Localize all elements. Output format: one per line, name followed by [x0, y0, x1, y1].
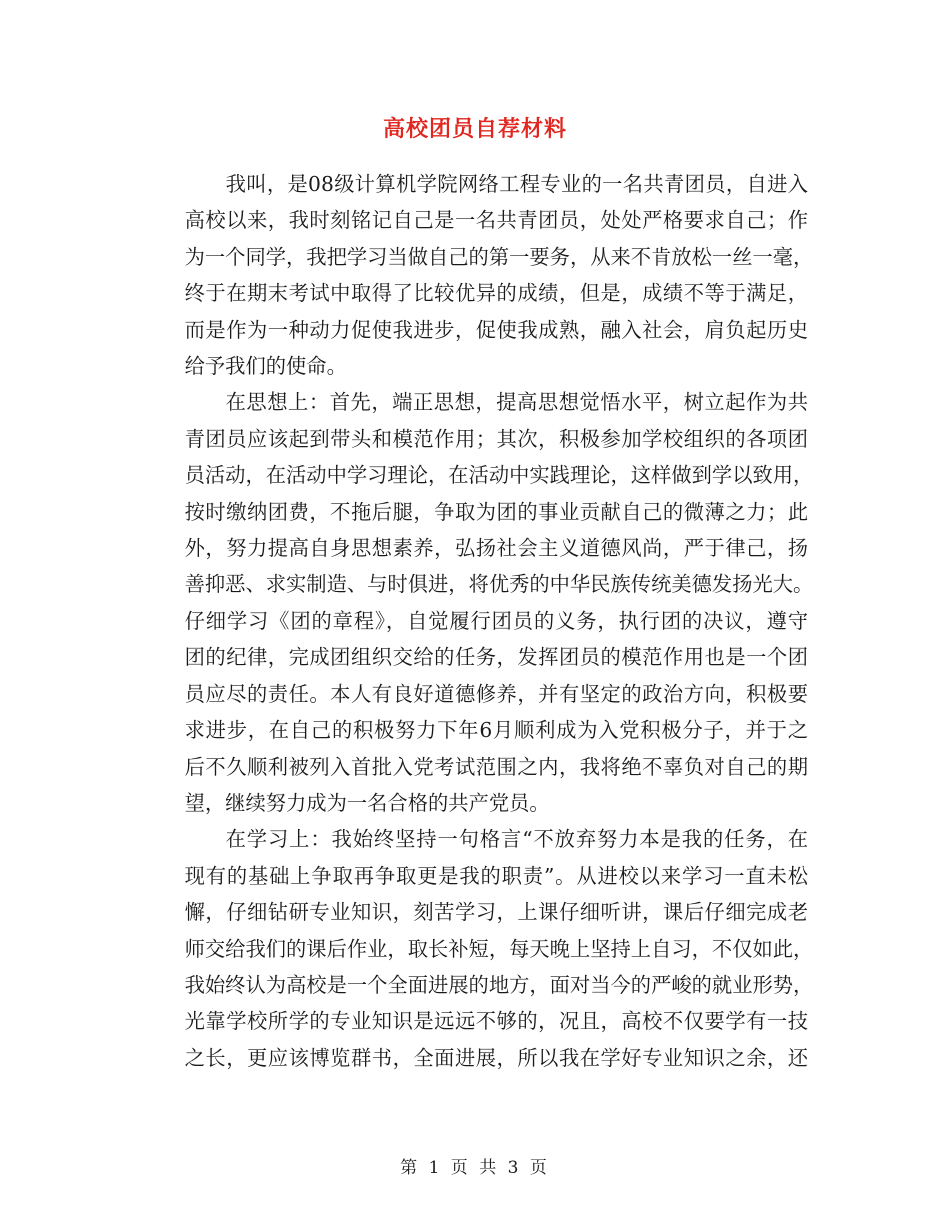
paragraph-thought — [144, 384, 814, 821]
text-line: 高校以来，我时刻铭记自己是一名共青团员，处处严格要求自己；作 — [184, 208, 808, 233]
text-line: 而是作为一种动力促使我进步，促使我成熟，融入社会，肩负起历史 — [184, 317, 808, 342]
text-line: 之长，更应该博览群书，全面进展，所以我在学好专业知识之余，还 — [184, 1045, 808, 1070]
text-line: 师交给我们的课后作业，取长补短，每天晚上坚持上自习，不仅如此， — [184, 936, 814, 961]
page-number-footer: 第 1 页 共 3 页 — [400, 1158, 550, 1178]
text-line: 在学习上：我始终坚持一句格言“不放弃努力本是我的任务，在 — [225, 827, 808, 852]
text-line: 员活动，在活动中学习理论，在活动中实践理论，这样做到学以致用， — [184, 463, 814, 488]
text-line: 光靠学校所学的专业知识是远远不够的，况且，高校不仅要学有一技 — [184, 1009, 808, 1034]
text-line: 善抑恶、求实制造、与时俱进，将优秀的中华民族传统美德发扬光大。 — [184, 572, 814, 597]
text-line: 后不久顺利被列入首批入党考试范围之内，我将绝不辜负对自己的期 — [184, 754, 808, 779]
text-line: 仔细学习《团的章程》，自觉履行团员的义务，执行团的决议，遵守 — [184, 608, 808, 633]
document-title: 高校团员自荐材料 — [382, 116, 567, 142]
paragraph-intro — [144, 166, 814, 384]
text-line: 员应尽的责任。本人有良好道德修养，并有坚定的政治方向，积极要 — [184, 681, 808, 706]
text-line: 团的纪律，完成团组织交给的任务，发挥团员的模范作用也是一个团 — [184, 645, 808, 670]
text-line: 按时缴纳团费，不拖后腿，争取为团的事业贡献自己的微薄之力；此 — [184, 499, 808, 524]
text-line: 终于在期末考试中取得了比较优异的成绩，但是，成绩不等于满足， — [184, 281, 808, 306]
text-line: 求进步，在自己的积极努力下年6月顺利成为入党积极分子，并于之 — [184, 718, 808, 743]
text-line: 我始终认为高校是一个全面进展的地方，面对当今的严峻的就业形势， — [184, 972, 814, 997]
text-line: 现有的基础上争取再争取更是我的职责”。从进校以来学习一直未松 — [184, 863, 808, 888]
text-line: 懈，仔细钻研专业知识，刻苦学习，上课仔细听讲，课后仔细完成老 — [184, 900, 808, 925]
text-line: 在思想上：首先，端正思想，提高思想觉悟水平，树立起作为共 — [225, 390, 808, 415]
text-line: 望，继续努力成为一名合格的共产党员。 — [184, 790, 550, 815]
text-line: 青团员应该起到带头和模范作用；其次，积极参加学校组织的各项团 — [184, 426, 808, 451]
document-body — [144, 166, 814, 1076]
paragraph-study — [144, 821, 814, 1076]
text-line: 我叫，是08级计算机学院网络工程专业的一名共青团员，自进入 — [225, 172, 808, 196]
text-line: 为一个同学，我把学习当做自己的第一要务，从来不肯放松一丝一毫， — [184, 244, 814, 269]
text-line: 外，努力提高自身思想素养，弘扬社会主义道德风尚，严于律己，扬 — [184, 536, 808, 561]
text-line: 给予我们的使命。 — [184, 354, 347, 379]
